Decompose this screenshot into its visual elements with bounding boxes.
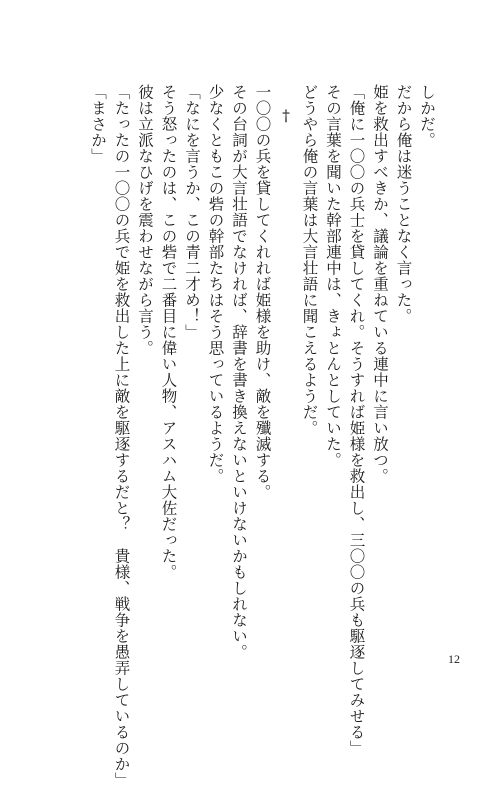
text-line: 「たったの一〇〇の兵で姫を救出した上に敵を駆逐するだと？ 貴様、戦争を愚弄しているのか」	[112, 84, 131, 788]
text-line: 姫を救出すべきか、議論を重ねている連中に言い放つ。	[371, 84, 389, 484]
text-line: 少なくともこの砦の幹部たちはそう思っているようだ。	[206, 84, 225, 484]
text-line: だから俺は迷うことなく言った。	[394, 84, 413, 324]
text-line: しかだ。	[418, 84, 436, 148]
text-line: そう怒ったのは、この砦で二番目に偉い人物、アスハム大佐だった。	[159, 84, 178, 580]
text-line: その言葉を聞いた幹部連中は、きょとんとしていた。	[324, 84, 342, 468]
vertical-text-body	[86, 84, 439, 788]
page-number: 12	[448, 652, 460, 666]
text-line: 「なにを言うか、この青二才め！」	[183, 84, 201, 340]
text-line: 「俺に一〇〇の兵士を貸してくれ。そうすれば姫様を救出し、三〇〇の兵も駆逐してみせる」	[347, 84, 366, 756]
text-line: 「まさか」	[89, 84, 107, 164]
text-line: 彼は立派なひげを震わせながら言う。	[136, 84, 154, 356]
section-break-mark: †	[277, 107, 295, 126]
text-line: 一〇〇の兵を貸してくれれば姫様を助け、敵を殲滅する。	[253, 84, 272, 500]
text-line: その台詞が大言壮語でなければ、辞書を書き換えないといけないかもしれない。	[230, 84, 248, 660]
text-line: どうやら俺の言葉は大言壮語に聞こえるようだ。	[300, 84, 319, 436]
